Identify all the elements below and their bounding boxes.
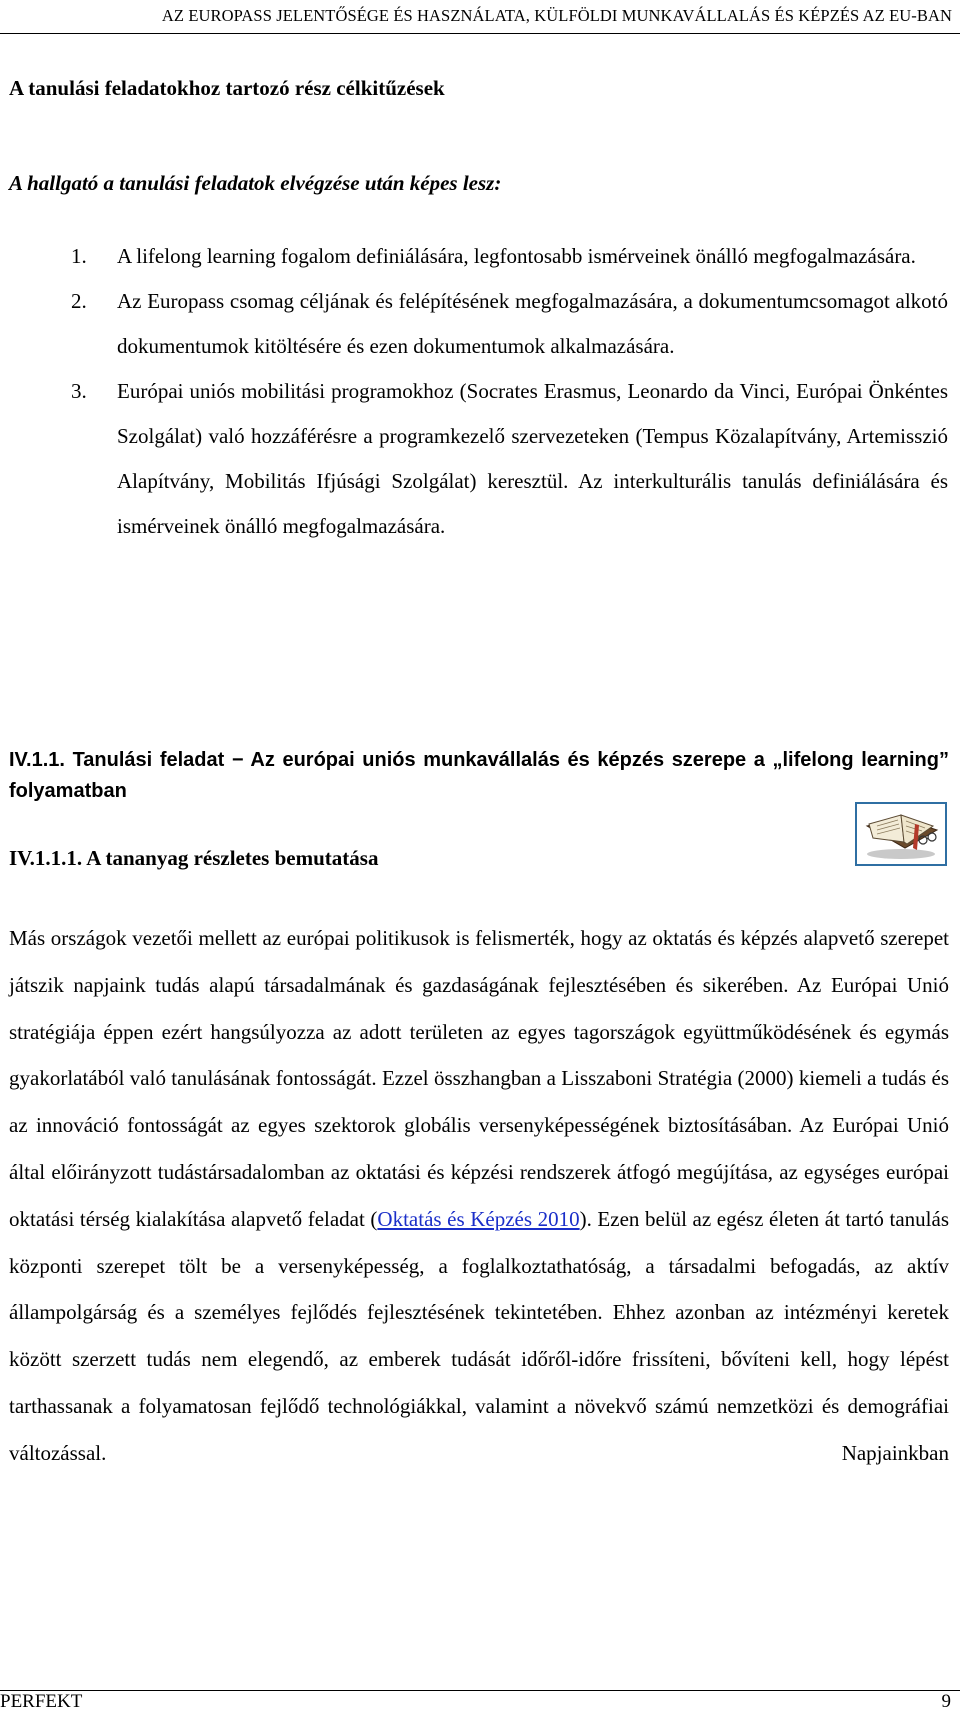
objective-item-3 [0, 369, 948, 549]
objectives-intro: A hallgató a tanulási feladatok elvégzése után képes lesz: [9, 171, 502, 195]
open-book-icon [857, 804, 945, 864]
footer-rule [0, 1690, 960, 1691]
book-icon [855, 802, 947, 866]
objectives-title: A tanulási feladatokhoz tartozó rész célkitűzések [9, 76, 445, 100]
subsection-heading: IV.1.1.1. A tananyag részletes bemutatása [9, 846, 379, 870]
body-text-part-1: Más országok vezetői mellett az európai politikusok is felismerték, hogy az oktatás és képzés alapvető szerepet játszik napjaink tudás alapú társadalmának és gazdaságának fejlesztésében és sikerében. Az Európai Unió stratégiája éppen ezért hangsúlyozza az adott területen az egyes tagországok együttműködésének és egymás gyakorlatából való tanulásának fontosságát. Ezzel összhangban a Lisszaboni Stratégia (2000) kiemeli a tudás és az innováció fontosságát az egyes szektorok globális versenyképességének biztosításában. Az Európai Unió által előirányzott tudástársadalomban az oktatási és képzési rendszerek átfogó megújítása, az egységes európai oktatási térség kialakítása alapvető feladat ( [9, 926, 949, 1231]
page-number: 9 [941, 1691, 951, 1712]
oktatas-es-kepzes-2010-link[interactable]: Oktatás és Képzés 2010 [377, 1206, 580, 1231]
header-rule [0, 33, 960, 34]
objective-item-2 [0, 279, 948, 369]
objective-number: 1. [71, 244, 87, 268]
objective-item-1 [0, 234, 948, 279]
body-text-part-2: ). Ezen belül az egész életen át tartó tanulás központi szerepet tölt be a versenyképesség, a foglalkoztathatóság, a társadalmi befogadás, az aktív állampolgárság és a személyes fejlődés fejlesztésének tekintetében. Ehhez azonban az intézményi keretek között szerzett tudás nem elegendő, az emberek tudását időről-időre frissíteni, bővíteni kell, hogy lépést tarthassanak a folyamatosan fejlődő technológiákkal, valamint a növekvő számú nemzetközi és demográfiai változással. Napjainkban [9, 1206, 949, 1465]
objective-number: 2. [71, 289, 87, 313]
running-header: AZ EUROPASS JELENTŐSÉGE ÉS HASZNÁLATA, KÜLFÖLDI MUNKAVÁLLALÁS ÉS KÉPZÉS AZ EU-BAN [161, 6, 952, 25]
objective-number: 3. [71, 379, 87, 403]
body-paragraph [9, 915, 949, 1477]
objective-text: Európai uniós mobilitási programokhoz (Socrates Erasmus, Leonardo da Vinci, Európai Önkéntes Szolgálat) való hozzáférésre a programkezelő szervezeteken (Tempus Közalapítvány, Artemisszió Alapítvány, Mobilitás Ifjúsági Szolgálat) keresztül. Az interkulturális tanulás definiálására és ismérveinek önálló megfogalmazására. [117, 379, 948, 538]
objective-text: A lifelong learning fogalom definiálására, legfontosabb ismérveinek önálló megfogalmazására. [117, 244, 916, 268]
section-heading: IV.1.1. Tanulási feladat − Az európai uniós munkavállalás és képzés szerepe a „lifelong learning” folyamatban [9, 749, 949, 802]
footer-label: PERFEKT [0, 1691, 83, 1712]
objective-text: Az Europass csomag céljának és felépítésének megfogalmazására, a dokumentumcsomagot alkotó dokumentumok kitöltésére és ezen dokumentumok alkalmazására. [117, 289, 948, 358]
objectives-list [0, 234, 948, 549]
